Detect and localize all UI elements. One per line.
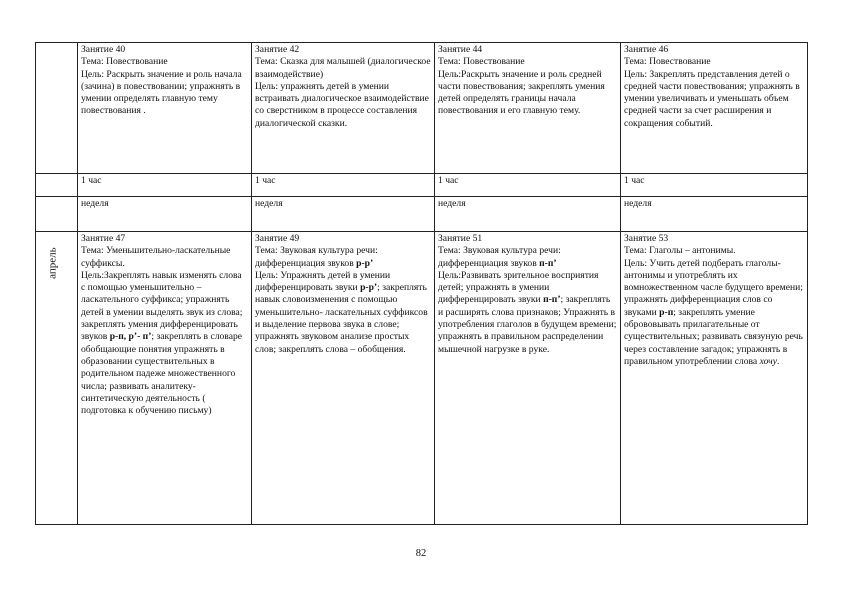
- hours-cell: 1 час: [252, 174, 435, 197]
- hours-cell: 1 час: [78, 174, 252, 197]
- page-number: 82: [415, 548, 427, 559]
- table-row: [36, 43, 808, 174]
- lesson-goal: Цель: Раскрыть значение и роль начала (зачина) в повествовании; упражнять в умении определять главную тему повествования .: [81, 68, 242, 117]
- lesson-goal-text: Цель: Упражнять детей в умении дифференцировать звуки: [255, 269, 391, 294]
- lesson-theme: Тема: Сказка для малышей (диалогическое взаимодействие): [255, 56, 431, 80]
- lesson-goal-text: ; закреплять в словаре обобщающие понятия упражнять в образовании существительных в родительном падеже множественного числа; развивать аналитеку-синтетическую деятельность ( подготовка к обучению письму): [81, 331, 243, 417]
- lesson-goal: Цель: упражнять детей в умении встраивать диалогическое взаимодействие со сверстником в процессе составления диалогической сказки.: [255, 80, 429, 129]
- lesson-theme: Тема: Повествование: [624, 56, 711, 68]
- week-label: неделя: [252, 197, 435, 232]
- lesson-goal-word: хочу: [759, 355, 777, 367]
- lesson-title: Занятие 46: [624, 44, 669, 55]
- hours-cell: 1 час: [621, 174, 808, 197]
- lesson-theme-sounds: р-р’: [356, 257, 374, 269]
- lesson-title: Занятие 53: [624, 233, 669, 244]
- lesson-theme: Тема: Глаголы – антонимы.: [624, 245, 736, 257]
- lesson-title: Занятие 44: [438, 44, 483, 55]
- lesson-title: Занятие 51: [438, 233, 483, 244]
- lesson-cell: [78, 232, 252, 525]
- hours-cell: 1 час: [435, 174, 621, 197]
- week-label: неделя: [78, 197, 252, 232]
- week-label: неделя: [435, 197, 621, 232]
- lesson-title: Занятие 49: [255, 233, 300, 244]
- table-row: [36, 174, 808, 197]
- table-row: [36, 232, 808, 525]
- lesson-title: Занятие 40: [81, 44, 126, 55]
- lesson-theme: [255, 245, 431, 270]
- lesson-goal: Цель: Закреплять представления детей о средней части повествования; упражнять в умении увеличивать и уменьшать объем средней части за счет расширения и сокращения событий.: [624, 68, 800, 129]
- lesson-goal-text: Цель: Учить детей подберать глаголы-антонимы и употреблять их вомножественном часле будущего времени; упражнять дифференциация слов со звуками: [624, 257, 803, 318]
- lesson-goal-sounds: р-п, р’- п’: [109, 331, 152, 343]
- lesson-theme-text: Тема: Звуковая культура речи: дифференциация звуков: [255, 245, 378, 269]
- lesson-title: Занятие 42: [255, 44, 300, 55]
- table-row: [36, 197, 808, 232]
- lesson-cell: [435, 232, 621, 525]
- month-cell-empty: [36, 197, 78, 232]
- lesson-cell: [621, 43, 808, 174]
- lesson-title: Занятие 47: [81, 233, 126, 244]
- lesson-goal-text: ; закреплять умение обрововывать прилагательные от существительных; развивать связуную речь через составление загадок; упражнять в правильном употреблении слова: [624, 306, 803, 367]
- lesson-theme-text: Тема: Звуковая культура речи: дифференциация звуков: [438, 245, 561, 269]
- lesson-goal: [81, 270, 248, 418]
- lesson-goal-text: .: [777, 355, 780, 367]
- lesson-theme-sounds: п-п’: [539, 257, 557, 269]
- lesson-theme: [438, 245, 617, 270]
- month-cell-empty: [36, 43, 78, 174]
- lesson-goal: [438, 270, 617, 356]
- lesson-theme: Тема: Повествование: [438, 56, 525, 68]
- lesson-goal-text: ; закреплять навык словоизменения с помощью уменьшительно- ласкательных суффиксов и выделение первова звука в слове; упражнять звуковом анализе простых слов; закреплять слова – обобщения.: [255, 282, 428, 355]
- week-label: неделя: [621, 197, 808, 232]
- month-cell-empty: [36, 174, 78, 197]
- lesson-cell: [621, 232, 808, 525]
- lesson-cell: [78, 43, 252, 174]
- lesson-theme: Тема: Уменьшительно-ласкательные суффиксы.: [81, 245, 231, 269]
- lesson-goal: [255, 270, 431, 356]
- month-cell: [36, 232, 78, 525]
- lesson-goal-text: ; закреплять и расширять слова признаков; Упражнять в употребления глаголов в будущем времени; упражнять в правильном распределении мышечной нагрузке в руке.: [438, 294, 617, 355]
- lesson-goal-sounds: р-п: [659, 306, 674, 318]
- lesson-goal-sounds: р-р’: [360, 282, 378, 294]
- lesson-cell: [435, 43, 621, 174]
- lesson-theme: Тема: Повествование: [81, 56, 168, 68]
- lesson-goal: [624, 258, 804, 369]
- lesson-goal-text: Цель:Закреплять навык изменять слова с помощью уменьшительно –ласкательного суффикса; упражнять детей в умении выделять звук из слова; закреплять умения дифференцировать звуков: [81, 269, 243, 343]
- lesson-cell: [252, 232, 435, 525]
- month-label: апрель: [46, 247, 59, 279]
- lesson-goal: Цель:Раскрыть значение и роль средней части повествования; закреплять умения детей определять границы начала повествования и его главную тему.: [438, 68, 605, 117]
- lesson-cell: [252, 43, 435, 174]
- lesson-plan-table: [35, 42, 808, 525]
- lesson-goal-sounds: п-п’: [543, 294, 561, 306]
- lesson-goal-text: Цель:Развивать зрительное восприятия детей; упражнять в умении дифференцировать звуки: [438, 269, 599, 306]
